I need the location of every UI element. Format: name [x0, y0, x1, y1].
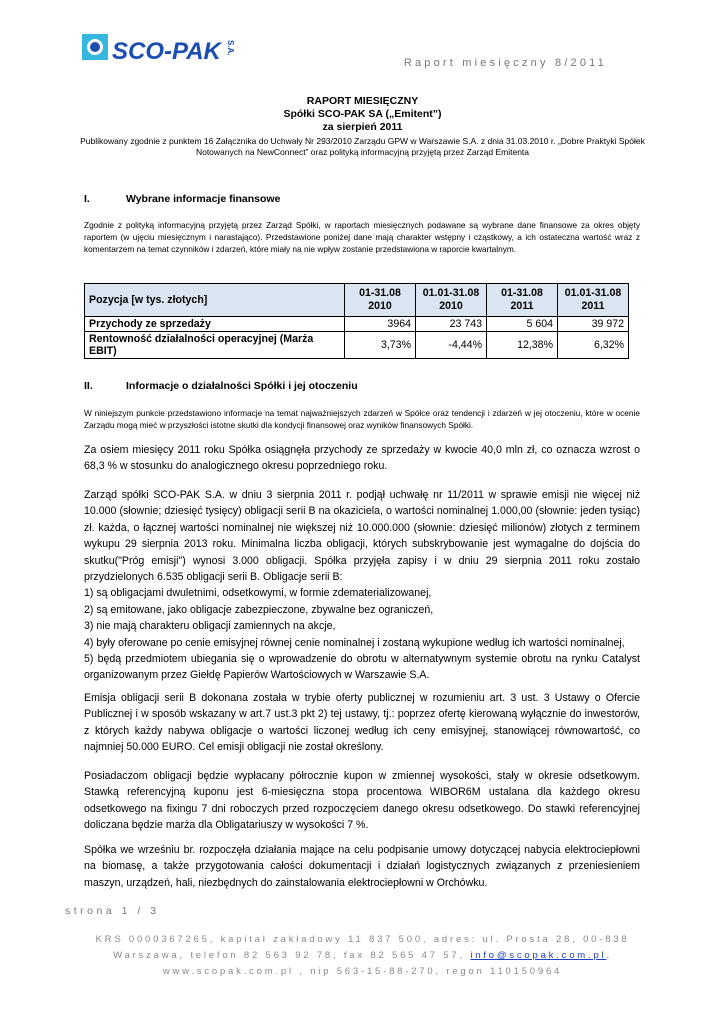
- paragraph-bond-issue: [84, 487, 640, 684]
- table-cell: 5 604: [487, 317, 558, 332]
- logo-text: SCO-PAK: [112, 38, 221, 65]
- table-header-col: 01-31.08 2011: [487, 284, 558, 317]
- table-header-position: Pozycja [w tys. złotych]: [85, 284, 345, 317]
- table-cell: -4,44%: [416, 332, 487, 359]
- paragraph-coupon: [84, 768, 640, 834]
- company-logo: [82, 30, 262, 70]
- title-line-3: za sierpień 2011: [322, 121, 403, 133]
- section-2-title: Informacje o działalności Spółki i jej otoczeniu: [126, 380, 358, 392]
- table-row-label: Rentowność działalności operacyjnej (Marża EBIT): [85, 332, 345, 359]
- list-item: 3) nie mają charakteru obligacji zamiennych na akcje,: [84, 620, 336, 633]
- table-row: [85, 317, 629, 332]
- title-line-1: RAPORT MIESIĘCZNY: [306, 95, 419, 107]
- logo-suffix: S.A.: [226, 40, 235, 56]
- paragraph-text: Spółka we wrześniu br. rozpoczęła działania mające na celu podpisanie umowy dotyczącej nabycia elektrociepłowni na biomasę, a także przygotowania całości dokumentacji i działań logistycznych związanych z przeniesieniem maszyn, urządzeń, hali, niezbędnych do zainstalowania elektrociepłowni w Orchówku.: [84, 844, 640, 889]
- table-row: [85, 332, 629, 359]
- paragraph-power-plant: [84, 842, 640, 891]
- email-link[interactable]: info@scopak.com.pl: [470, 950, 607, 961]
- section-2-intro: W niniejszym punkcie przedstawiono informacje na temat najważniejszych zdarzeń w Spółce oraz tendencji i zdarzeń w jej otoczeniu, które w ocenie Zarządu mogą mieć w przyszłości istotne skutki dla kondycji finansowej oraz wyników finansowych Spółki.: [84, 408, 640, 430]
- table-cell: 39 972: [558, 317, 629, 332]
- table-header-row: [85, 284, 629, 317]
- title-block: [80, 95, 645, 158]
- paragraph-text: Zarząd spółki SCO-PAK S.A. w dniu 3 sierpnia 2011 r. podjął uchwałę nr 11/2011 w sprawie emisji nie więcej niż 10.000 (słownie; dziesięć tysięcy) obligacji serii B na okaziciela, o wartości nominalnej 1.000,00 (słownie: jeden tysiąc) zł. każda, o łącznej wartości nominalnej nie większej niż 10.000.000 (słownie: dziesięć milionów) złotych z terminem wykupu 29 sierpnia 2013 roku. Minimalna liczba obligacji, których subskrybowanie jest wymagalne do dojścia do skutku("Próg emisji") wynosi 3.000 obligacji. Spółka przyjęła zapisy i w dniu 29 sierpnia 2011 roku zostało przydzielonych 6.535 obligacji serii B. Obligacje serii B:: [84, 489, 640, 584]
- title-subtitle: Publikowany zgodnie z punktem 16 Załącznika do Uchwały Nr 293/2010 Zarządu GPW w Warszawie S.A. z dnia 31.03.2010 r. „Dobre Praktyki Spółek Notowanych na NewConnect” oraz polityką informacyjną przyjętą przez Zarząd Emitenta: [80, 136, 645, 157]
- table-cell: 6,32%: [558, 332, 629, 359]
- paragraph-text: Emisja obligacji serii B dokonana została w trybie oferty publicznej w rozumieniu art. 3 ust. 3 Ustawy o Ofercie Publicznej i w sposób wskazany w art.7 ust.3 pkt 2) tej ustawy, tj.: poprzez ofertę kierowaną wyłącznie do inwestorów, z których każdy nabywa obligacje o wartości liczonej według ich ceny emisyjnej, stanowiącej równowartość, co najmniej 50.000 EURO. Cel emisji obligacji nie został określony.: [84, 692, 640, 754]
- table-header-col: 01.01-31.08 2010: [416, 284, 487, 317]
- footer-line-1: KRS 0000367265, kapitał zakładowy 11 837 500, adres: ul. Prosta 28, 00-838: [95, 934, 630, 945]
- table-header-col: 01-31.08 2010: [345, 284, 416, 317]
- table-header-col: 01.01-31.08 2011: [558, 284, 629, 317]
- financial-table: [84, 283, 629, 359]
- section-1-intro: Zgodnie z polityką informacyjną przyjętą przez Zarząd Spółki, w raportach miesięcznych podawane są wybrane dane finansowe za okres objęty raportem (w ujęciu miesięcznym i narastająco). Przedstawione poniżej dane mają charakter wstępny i cząstkowy, a ich ostateczna wartość wraz z komentarzem na temat czynników i zdarzeń, które miały na nie wpływ zostanie przedstawiona w raporcie kwartalnym.: [84, 220, 640, 254]
- list-item: 4) były oferowane po cenie emisyjnej równej cenie nominalnej i zostaną wykupione według ich wartości nominalnej,: [84, 636, 625, 649]
- title-line-2: Spółki SCO-PAK SA („Emitent”): [283, 108, 442, 120]
- table-cell: 23 743: [416, 317, 487, 332]
- table-cell: 3,73%: [345, 332, 416, 359]
- list-item: 1) są obligacjami dwuletnimi, odsetkowymi, w formie zdematerializowanej,: [84, 587, 432, 600]
- footer-line-2: Warszawa, telefon 82 563 92 78, fax 82 565 47 57, info@scopak.com.pl,: [113, 950, 612, 961]
- section-1-title: Wybrane informacje finansowe: [126, 193, 281, 205]
- section-1-heading: [84, 193, 280, 205]
- paragraph-text: Za osiem miesięcy 2011 roku Spółka osiągnęła przychody ze sprzedaży w kwocie 40,0 mln zł, co oznacza wzrost o 68,3 % w stosunku do analogicznego okresu poprzedniego roku.: [84, 444, 640, 473]
- paragraph-public-offer: [84, 690, 640, 756]
- table-row-label: Przychody ze sprzedaży: [85, 317, 345, 332]
- footer-line-3: www.scopak.com.pl , nip 563-15-88-270, regon 110150964: [162, 966, 563, 977]
- list-item: 5) będą przedmiotem ubiegania się o wprowadzenie do obrotu w alternatywnym systemie obrotu na rynku Catalyst organizowanym przez Giełdę Papierów Wartościowych w Warszawie S.A.: [84, 653, 640, 682]
- page-number: strona 1 / 3: [65, 905, 160, 917]
- table-cell: 3964: [345, 317, 416, 332]
- footer: [40, 932, 685, 980]
- section-1-number: I.: [84, 193, 90, 205]
- table-cell: 12,38%: [487, 332, 558, 359]
- report-label: Raport miesięczny 8/2011: [403, 57, 607, 69]
- section-2-heading: [84, 380, 358, 392]
- paragraph-revenue: [84, 442, 640, 475]
- section-2-number: II.: [84, 380, 93, 392]
- paragraph-text: Posiadaczom obligacji będzie wypłacany półrocznie kupon w zmiennej wysokości, stały w okresie odsetkowym. Stawką referencyjną kuponu jest 6-miesięczna stopa procentowa WIBOR6M ustalana dla każdego okresu odsetkowego na fixingu 7 dni roboczych przed rozpoczęciem danego okresu odsetkowego. Do stawki referencyjnej doliczana będzie marża dla Obligatariuszy w wysokości 7 %.: [84, 770, 640, 832]
- list-item: 2) są emitowane, jako obligacje zabezpieczone, zbywalne bez ograniczeń,: [84, 603, 434, 616]
